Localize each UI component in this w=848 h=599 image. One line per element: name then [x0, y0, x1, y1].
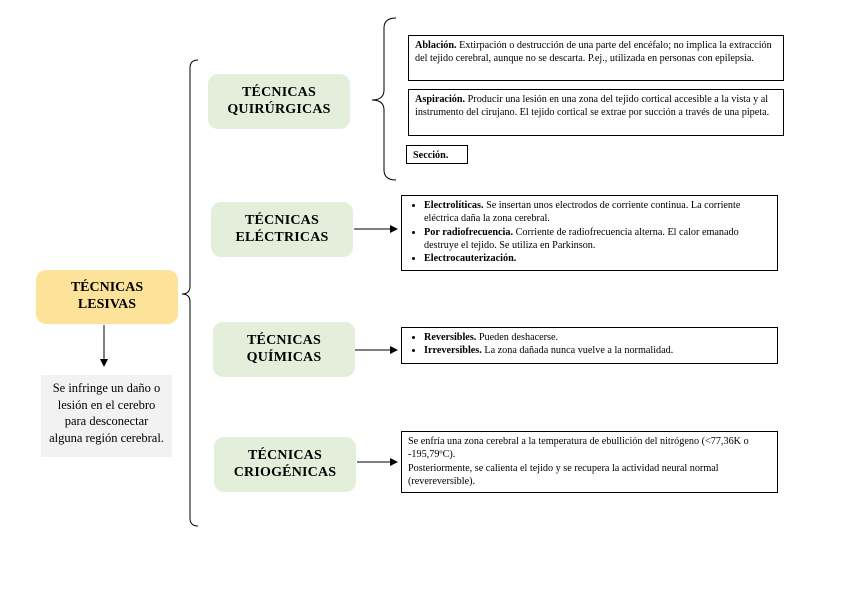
category-criogenicas — [214, 437, 356, 492]
category-electricas — [211, 202, 353, 257]
list-item: • Electrolíticas. Se insertan unos electrodos de corriente continua. La corriente eléctrica daña la zona cerebral. — [424, 199, 771, 226]
list-item: • Irreversibles. La zona dañada nunca vuelve a la normalidad. — [424, 344, 771, 357]
category-criogenicas-label: TÉCNICAS CRIOGÉNICAS — [233, 447, 337, 480]
box-aspiracion: Aspiración. Producir una lesión en una zona del tejido cortical accesible a la vista y al instrumento del cirujano. El tejido cortical se extrae por succión a través de una pipeta. — [408, 89, 784, 136]
list-item: • Reversibles. Pueden deshacerse. — [424, 331, 771, 344]
category-quirurgicas-label: TÉCNICAS QUIRÚRGICAS — [227, 84, 331, 117]
root-node — [36, 270, 178, 324]
main-brace — [182, 60, 198, 526]
box-ablacion: Ablación. Extirpación o destrucción de una parte del encéfalo; no implica la extracción del tejido cerebral, aunque no se descarta. P.ej., utilizada en personas con epilepsia. — [408, 35, 784, 81]
box-electricas — [401, 195, 778, 271]
quirurgicas-brace — [372, 18, 396, 180]
root-note: Se infringe un daño o lesión en el cerebro para desconectar alguna región cerebral. — [41, 375, 172, 457]
category-electricas-label: TÉCNICAS ELÉCTRICAS — [235, 212, 329, 245]
root-label: TÉCNICAS LESIVAS — [70, 280, 144, 312]
category-quimicas-label: TÉCNICAS QUÍMICAS — [246, 332, 322, 365]
box-criogenicas: Se enfría una zona cerebral a la temperatura de ebullición del nitrógeno (<77,36K o -195,79ºC). Posteriormente, se calienta el tejido y se recupera la actividad neural normal (revereversible). — [401, 431, 778, 493]
box-quimicas — [401, 327, 778, 364]
list-item: • Por radiofrecuencia. Corriente de radiofrecuencia alterna. El calor emanado destruye el tejido. Se utiliza en Parkinson. — [424, 226, 771, 253]
category-quirurgicas — [208, 74, 350, 129]
box-seccion: Sección. — [406, 145, 468, 164]
category-quimicas — [213, 322, 355, 377]
list-item: • Electrocauterización. — [424, 252, 771, 265]
